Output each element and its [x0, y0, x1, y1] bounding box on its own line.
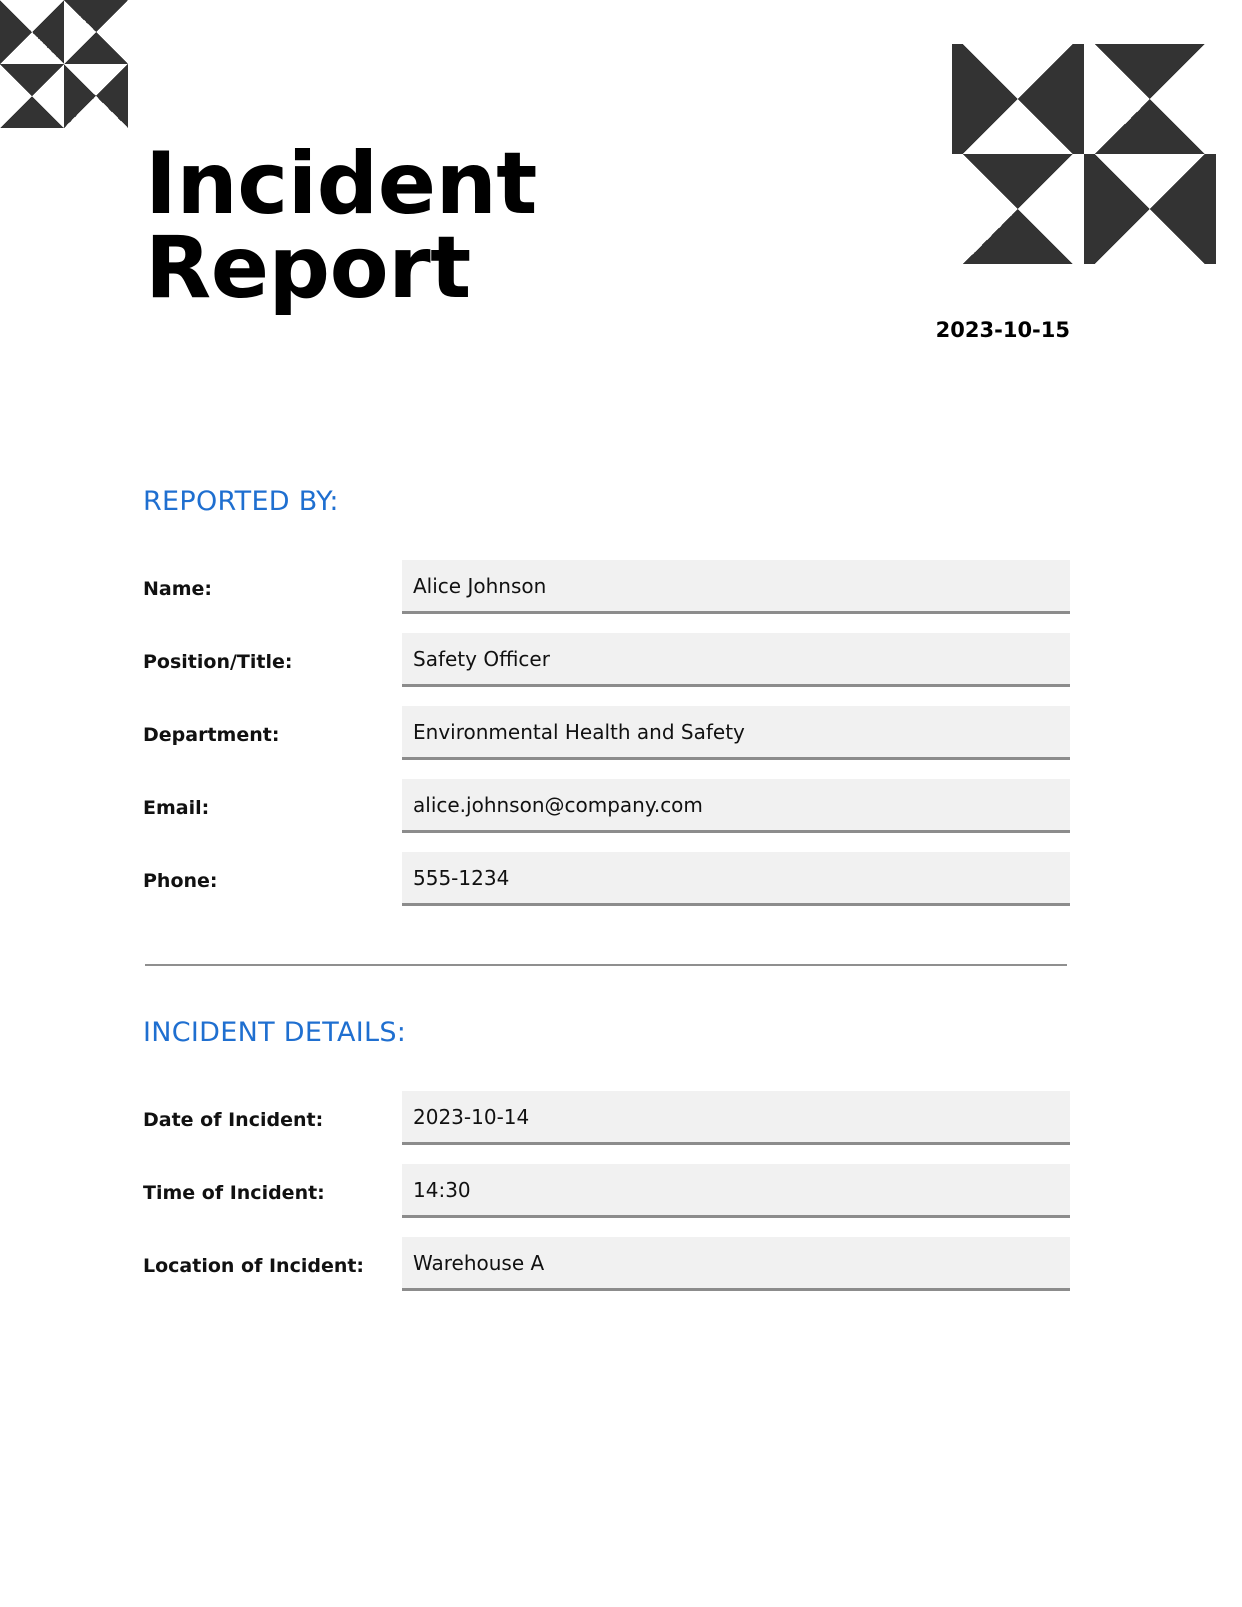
field-label: Phone:	[143, 869, 218, 892]
field-value: 14:30	[413, 1177, 471, 1202]
field-row-name	[143, 560, 1073, 617]
time-of-incident-field[interactable]	[402, 1164, 1070, 1218]
position-title-field[interactable]	[402, 633, 1070, 687]
field-value: 555-1234	[413, 865, 510, 890]
field-value: alice.johnson@company.com	[413, 792, 703, 817]
field-value: Alice Johnson	[413, 573, 547, 598]
email-field[interactable]	[402, 779, 1070, 833]
field-value: Environmental Health and Safety	[413, 719, 745, 744]
section-heading-incident-details: INCIDENT DETAILS:	[143, 1017, 407, 1048]
field-label: Email:	[143, 796, 210, 819]
name-field[interactable]	[402, 560, 1070, 614]
field-row-email	[143, 779, 1073, 836]
section-heading-reported-by: REPORTED BY:	[143, 486, 339, 517]
field-label: Position/Title:	[143, 650, 293, 673]
field-label: Time of Incident:	[143, 1181, 325, 1204]
department-field[interactable]	[402, 706, 1070, 760]
field-label: Name:	[143, 577, 213, 600]
field-row-position-title	[143, 633, 1073, 690]
section-divider	[145, 964, 1067, 966]
field-row-location-of-incident	[143, 1237, 1073, 1294]
field-label: Location of Incident:	[143, 1254, 365, 1277]
report-date: 2023-10-15	[935, 318, 1070, 342]
field-value: Warehouse A	[413, 1250, 545, 1275]
field-label: Department:	[143, 723, 280, 746]
field-value: 2023-10-14	[413, 1104, 530, 1129]
location-of-incident-field[interactable]	[402, 1237, 1070, 1291]
field-row-date-of-incident	[143, 1091, 1073, 1148]
page-title: Incident Report	[145, 134, 537, 319]
field-value: Safety Officer	[413, 646, 550, 671]
document-header	[0, 0, 1242, 380]
field-row-department	[143, 706, 1073, 763]
date-of-incident-field[interactable]	[402, 1091, 1070, 1145]
field-label: Date of Incident:	[143, 1108, 324, 1131]
field-row-time-of-incident	[143, 1164, 1073, 1221]
phone-field[interactable]	[402, 852, 1070, 906]
field-row-phone	[143, 852, 1073, 909]
